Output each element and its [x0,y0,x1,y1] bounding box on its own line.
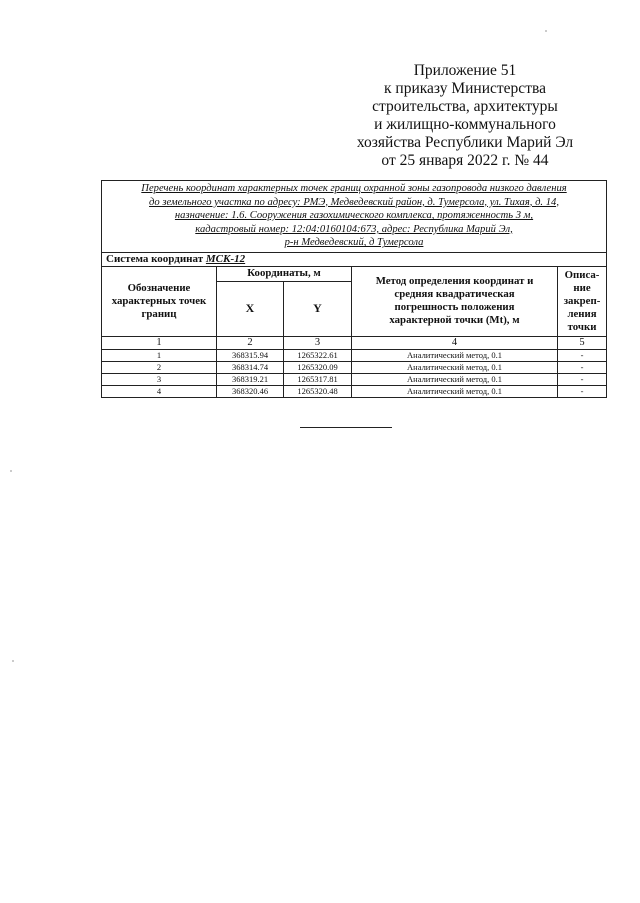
header-coordinates: Координаты, м [217,266,352,281]
table-title-line: назначение: 1.6. Сооружения газохимического комплекса, протяженность 3 м, [174,210,534,222]
header-y: Y [284,281,352,336]
column-number: 2 [217,336,284,349]
coordinates-table [101,180,607,398]
header-line: Приложение 51 [413,62,517,79]
header-point-designation [102,266,217,336]
column-number-row [102,336,607,349]
header-method [352,266,558,336]
cell-y: 1265322.61 [284,349,352,361]
cell-y: 1265320.09 [284,361,352,373]
table-title [102,181,607,253]
header-text: границ [141,307,177,320]
header-text: средняя квадратическая [394,288,515,301]
scan-speck [10,470,12,472]
table-row [102,385,607,397]
cell-method: Аналитический метод, 0.1 [352,361,558,373]
header-text: точки [567,320,597,333]
header-line: к приказу Министерства [384,80,546,97]
column-number: 1 [102,336,217,349]
header-text: Метод определения координат и [375,275,534,288]
cell-description: - [558,373,607,385]
header-description [558,266,607,336]
cell-point: 4 [102,385,217,397]
coordinate-system-label: Система координат [106,252,204,265]
header-text: ления [567,307,597,320]
cell-x: 368315.94 [217,349,284,361]
appendix-header [340,62,590,170]
coordinate-system-row [102,252,607,266]
cell-description: - [558,349,607,361]
cell-method: Аналитический метод, 0.1 [352,349,558,361]
column-number: 4 [352,336,558,349]
scan-speck [545,30,547,32]
cell-y: 1265317.81 [284,373,352,385]
header-text: характерных точек [111,294,207,307]
table-title-line: р-н Медведевский, д Тумерсола [284,237,424,249]
signature-line [300,427,392,428]
header-text: Обозначение [127,281,191,294]
table-title-line: кадастровый номер: 12:04:0160104:673, адрес: Республика Марий Эл, [195,223,513,235]
header-text: закреп- [563,294,601,307]
cell-point: 1 [102,349,217,361]
header-text: Описа- [564,268,600,281]
header-x: X [217,281,284,336]
table-title-line: Перечень координат характерных точек границ охранной зоны газопровода низкого давления [141,183,567,194]
header-text: характерной точки (Mt), м [389,314,520,327]
header-line: хозяйства Республики Марий Эл [356,134,574,151]
coordinate-system-value: МСК-12 [205,252,246,265]
cell-y: 1265320.48 [284,385,352,397]
header-text: ние [573,281,591,294]
header-text: погрешность положения [394,301,515,314]
header-line: от 25 января 2022 г. № 44 [381,152,549,169]
header-line: строительства, архитектуры [372,98,558,115]
table-row [102,373,607,385]
cell-x: 368320.46 [217,385,284,397]
cell-x: 368314.74 [217,361,284,373]
table-row [102,349,607,361]
cell-point: 2 [102,361,217,373]
cell-description: - [558,361,607,373]
cell-description: - [558,385,607,397]
column-number: 3 [284,336,352,349]
table-title-line: до земельного участка по адресу: РМЭ, Медведевский район, д. Тумерсола, ул. Тихая, д. 14, [149,196,559,208]
cell-x: 368319.21 [217,373,284,385]
scan-speck [12,660,14,662]
header-line: и жилищно-коммунального [374,116,556,133]
table-row [102,361,607,373]
cell-point: 3 [102,373,217,385]
cell-method: Аналитический метод, 0.1 [352,373,558,385]
cell-method: Аналитический метод, 0.1 [352,385,558,397]
column-number: 5 [558,336,607,349]
